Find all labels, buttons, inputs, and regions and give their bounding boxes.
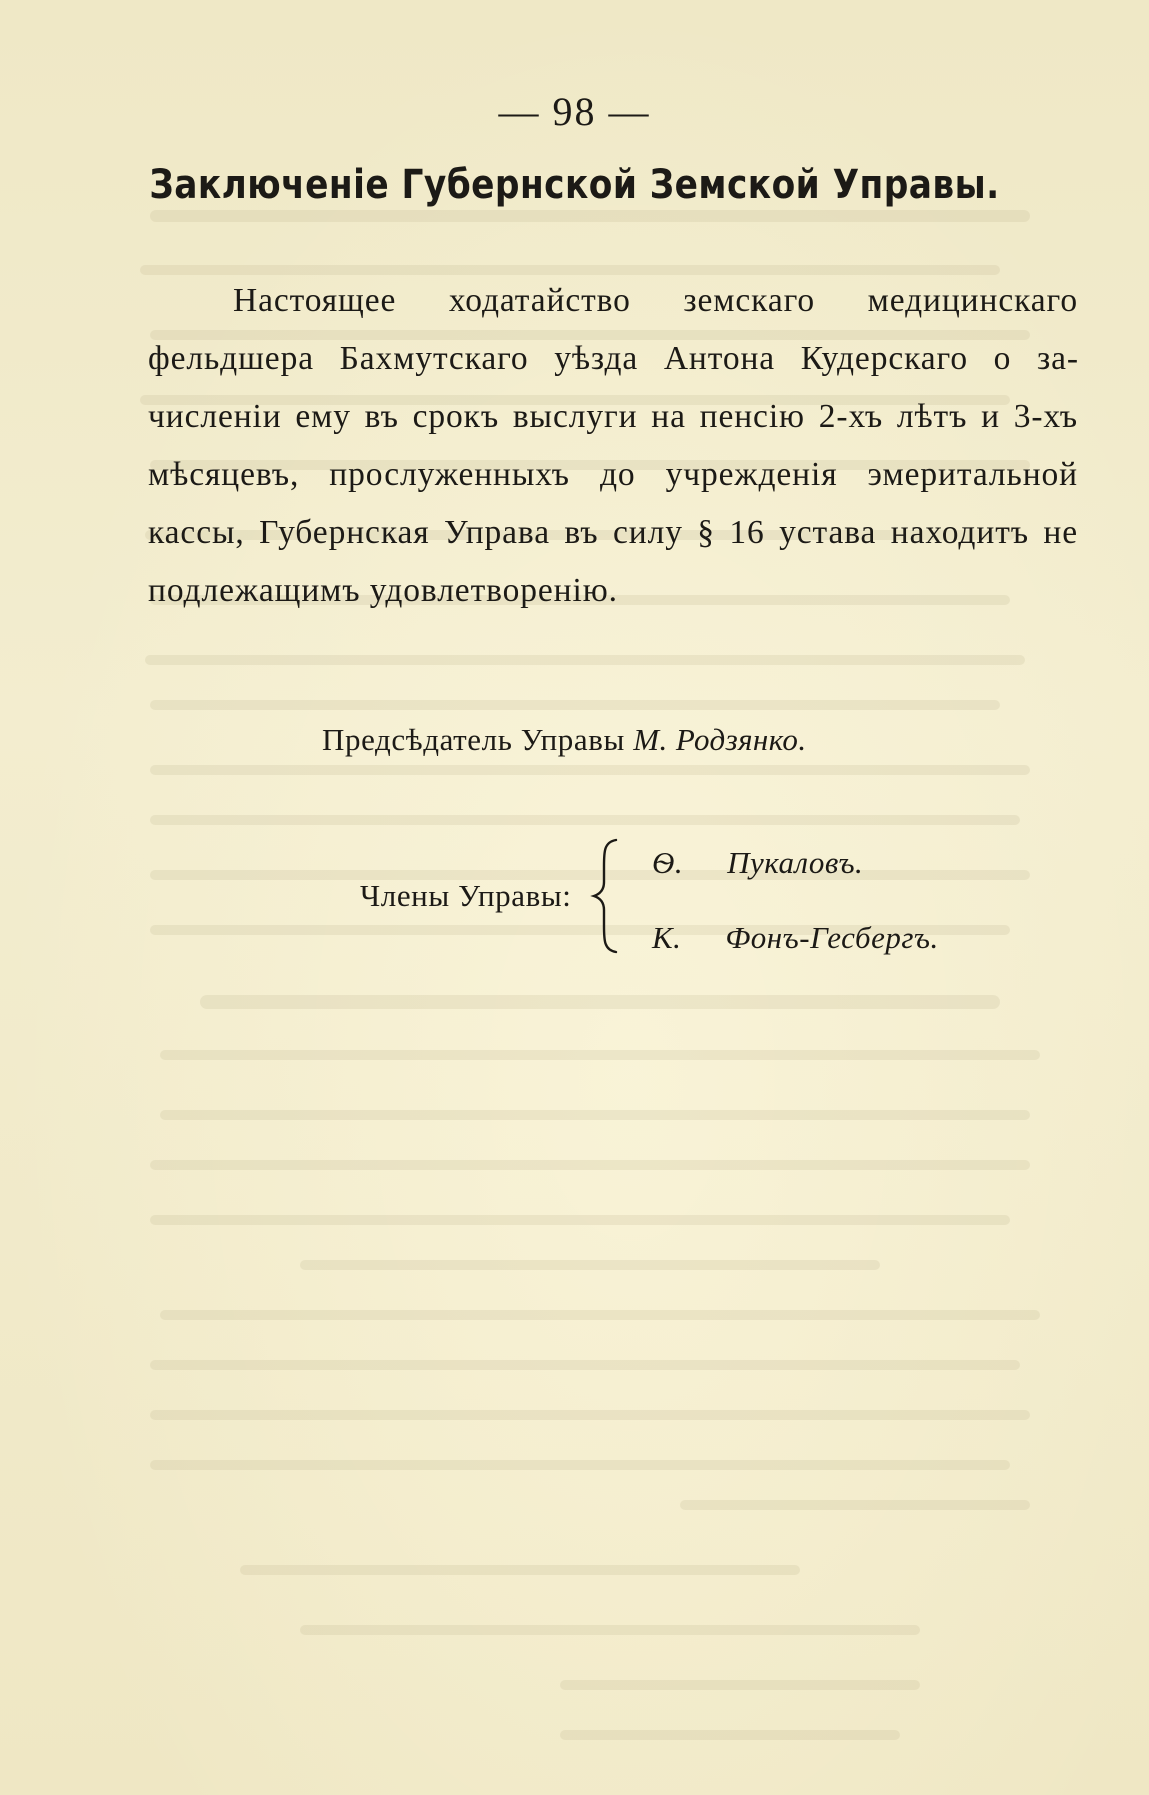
- curly-brace-icon: [590, 838, 620, 954]
- page-number: — 98 —: [498, 89, 651, 134]
- body-paragraph: Настоящее ходатайство земскаго медицинскаго фельдшера Бахмутскаго уѣзда Антона Кудерскаго о зачисленіи ему въ срокъ выслуги на пенсію 2-хъ лѣтъ и 3-хъ мѣсяцевъ, прослуженныхъ до учрежденія эмеритальной кассы, Губернская Управа въ силу § 16 устава находитъ не подлежащимъ удовлетворенію.: [148, 282, 1078, 609]
- member-1-surname: Пукаловъ.: [727, 845, 864, 880]
- member-1-initial: Ѳ.: [652, 845, 684, 880]
- chairman-signature: [322, 722, 806, 758]
- chairman-label: Предсѣдатель Управы: [322, 722, 625, 757]
- member-signature-1: [652, 845, 863, 881]
- member-signature-2: [652, 920, 939, 956]
- members-label: Члены Управы:: [360, 878, 572, 913]
- member-2-initial: К.: [652, 920, 682, 955]
- chairman-name: М. Родзянко.: [633, 722, 807, 757]
- section-heading: Заключеніе Губернской Земской Управы.: [149, 162, 1000, 208]
- member-2-surname: Фонъ-Гесбергъ.: [725, 920, 939, 955]
